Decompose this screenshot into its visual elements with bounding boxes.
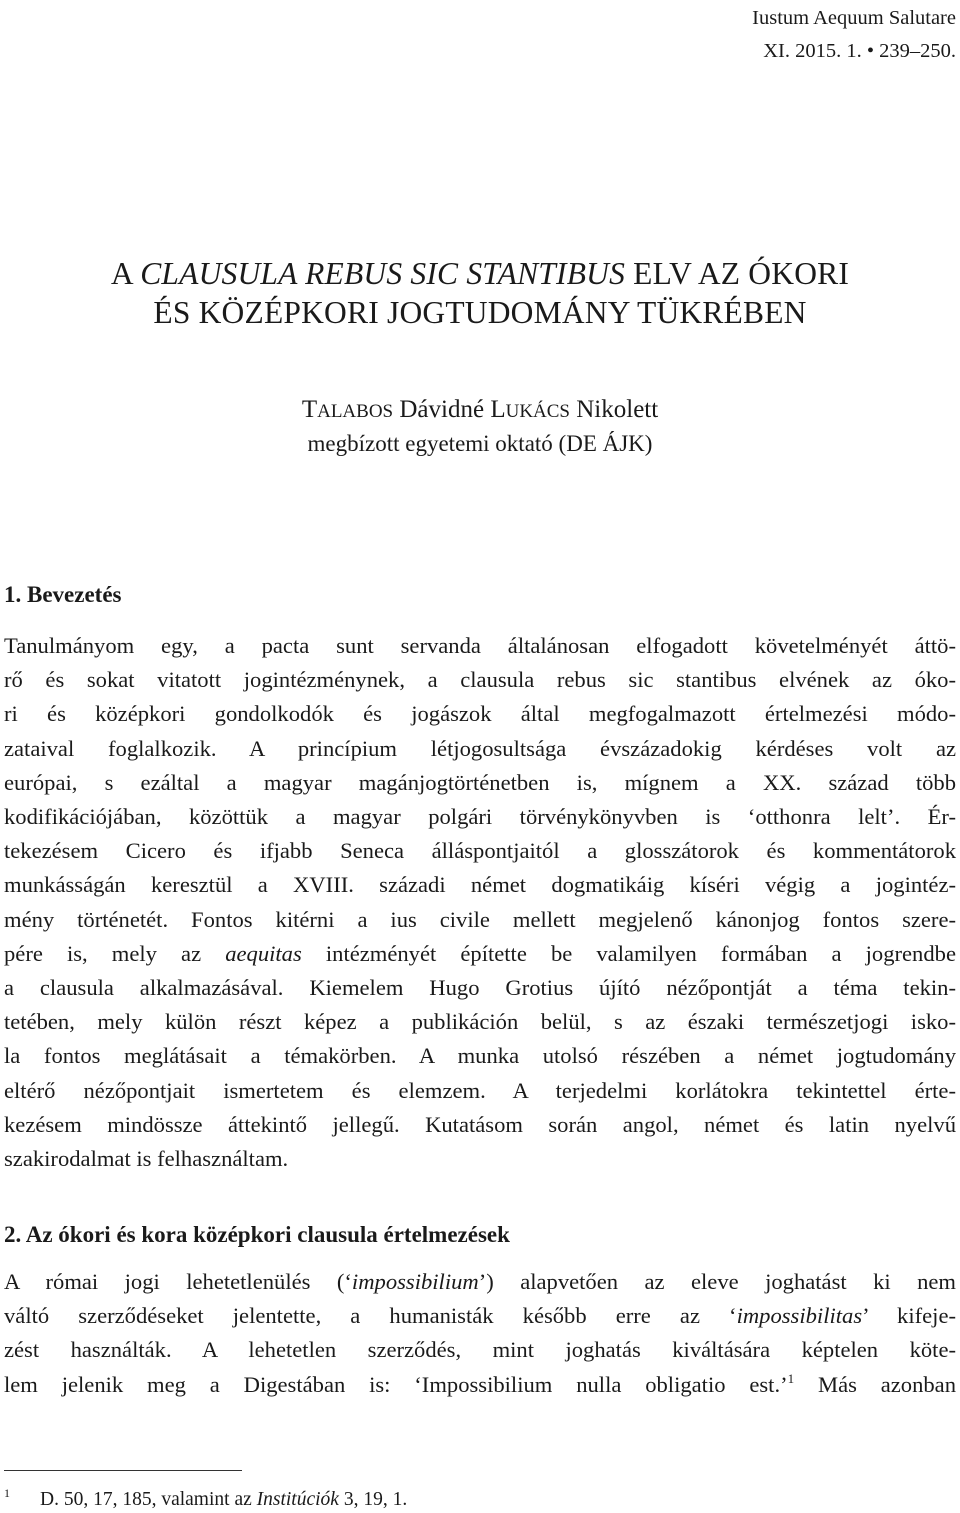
journal-issue: XI. 2015. 1. • 239–250. [763, 40, 956, 62]
paragraph-line: mény történetét. Fontos kitérni a ius civile mellett megjelenő kánonjog fontos szere- [4, 906, 956, 932]
author-surname-2 [490, 396, 570, 423]
paragraph-line: tetében, mely külön részt képez a publikáción belül, s az északi természetjogi isko- [4, 1009, 956, 1035]
journal-header [752, 2, 956, 68]
author-surname-1-initial: T [301, 396, 318, 423]
section-1-paragraph [4, 629, 956, 1176]
italic-term: impossibilium [351, 1269, 479, 1294]
author-surname-1 [302, 396, 393, 423]
text-run: Más azonban [794, 1371, 956, 1397]
author-given: Nikolett [570, 396, 659, 423]
paragraph-line: la fontos meglátásait a témakörben. A munka utolsó részében a német jogtudomány [4, 1043, 956, 1069]
paragraph-line: eltérő nézőpontjait ismertetem és elemzem. A terjedelmi korlátokra tekintettel érte- [4, 1077, 956, 1103]
text-run: ’ kifeje- [862, 1303, 957, 1329]
section-2-heading: 2. Az ókori és kora középkori clausula értelmezések [4, 1222, 510, 1247]
paragraph-line [4, 937, 956, 971]
text-run: ’) alapvetően az eleve joghatást ki nem [478, 1269, 956, 1294]
paragraph-line [4, 1265, 956, 1299]
paragraph-line: zést használták. A lehetetlen szerződés, mint joghatás kiváltására képtelen köte- [4, 1337, 956, 1363]
italic-term: aequitas [225, 940, 302, 966]
author-surname-1-rest: ALABOS [317, 401, 394, 422]
journal-title: Iustum Aequum Salutare [752, 7, 956, 29]
title-italic: CLAUSULA REBUS SIC STANTIBUS [140, 256, 626, 291]
author-surname-2-rest: UKÁCS [505, 401, 570, 422]
paragraph-line [4, 1299, 956, 1333]
text-run: D. 50, 17, 185, valamint az [40, 1489, 257, 1510]
footnote-number: 1 [4, 1486, 10, 1500]
paragraph-line: munkásságán keresztül a XVIII. századi német dogmatikáig kíséri végig a jogintéz- [4, 872, 956, 898]
text-run: lem jelenik meg a Digestában is: ‘Impossibilium nulla obligatio est.’ [4, 1371, 788, 1397]
paragraph-line [4, 1368, 956, 1402]
title-line-1 [0, 254, 960, 293]
footnote-ref[interactable]: 1 [787, 1370, 795, 1386]
footnote-text [40, 1489, 407, 1510]
paragraph-line: Tanulmányom egy, a pacta sunt servanda általánosan elfogadott követelményét áttö- [4, 633, 956, 658]
paragraph-line: ri és középkori gondolkodók és jogászok által megfogalmazott értelmezési módo- [4, 701, 956, 727]
section-1-heading: 1. Bevezetés [4, 582, 122, 607]
author-surname-2-initial: L [490, 396, 506, 423]
article-title [0, 254, 960, 332]
author-affiliation: megbízott egyetemi oktató (DE ÁJK) [307, 431, 653, 456]
footnote-divider [4, 1470, 242, 1471]
paragraph-line: tekezésem Cicero és ifjabb Seneca álláspontjaitól a glosszátorok és kommentátorok [4, 838, 956, 864]
text-run: váltó szerződéseket jelentette, a humanisták később erre az ‘ [4, 1303, 737, 1329]
title-line-2: ÉS KÖZÉPKORI JOGTUDOMÁNY TÜKRÉBEN [153, 295, 807, 330]
italic-term: Institúciók [256, 1489, 339, 1510]
title-suffix: ELV AZ ÓKORI [625, 256, 850, 291]
title-prefix: A [110, 256, 141, 291]
italic-term: impossibilitas [736, 1303, 863, 1329]
text-run: 3, 19, 1. [338, 1489, 408, 1510]
section-2-paragraph [4, 1265, 956, 1402]
paragraph-line: kezésem mindössze áttekintő jellegű. Kutatásom során angol, német és latin nyelvű [4, 1111, 956, 1137]
paragraph-line: európai, s ezáltal a magyar magánjogtörténetben is, mígnem a XX. század több [4, 769, 956, 795]
paragraph-line: kodifikációjában, közöttük a magyar polgári törvénykönyvben is ‘otthonra lelt’. Ér- [4, 804, 956, 830]
paragraph-line: rő és sokat vitatott jogintézménynek, a clausula rebus sic stantibus elvének az óko- [4, 667, 956, 693]
author-name [0, 393, 960, 429]
footnote [4, 1480, 407, 1513]
paragraph-line: zataival foglalkozik. A princípium létjogosultsága évszázadokig kérdéses volt az [4, 735, 956, 761]
text-run: A római jogi lehetetlenülés (‘ [4, 1269, 352, 1294]
author-middle: Dávidné [393, 396, 491, 423]
text-run: pére is, mely az [4, 940, 226, 966]
text-run: intézményét építette be valamilyen formában a jogrendbe [301, 940, 956, 966]
paragraph-line: szakirodalmat is felhasználtam. [4, 1146, 289, 1172]
paragraph-line: a clausula alkalmazásával. Kiemelem Hugo Grotius újító nézőpontját a téma tekin- [4, 975, 956, 1001]
